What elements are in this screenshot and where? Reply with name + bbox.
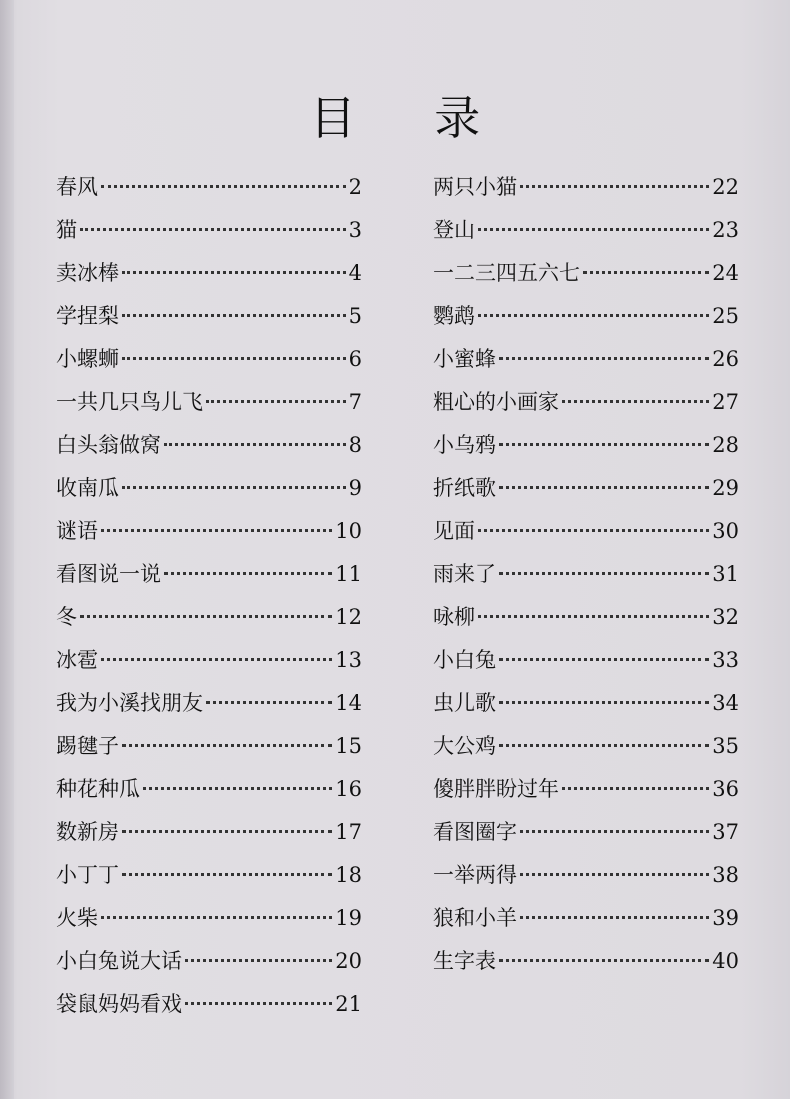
toc-entry-page: 38 — [712, 863, 739, 887]
toc-leader-dots — [122, 271, 346, 274]
toc-leader-dots — [101, 185, 346, 188]
toc-leader-dots — [499, 701, 709, 704]
toc-entry-page: 22 — [712, 175, 739, 199]
toc-entry-label: 小丁丁 — [56, 863, 119, 887]
toc-entry-label: 咏柳 — [433, 605, 475, 629]
toc-entry-page: 11 — [335, 562, 362, 586]
toc-entry — [433, 768, 739, 811]
toc-leader-dots — [562, 400, 709, 403]
toc-entry — [56, 252, 362, 295]
toc-entry-label: 火柴 — [56, 906, 98, 930]
toc-entry — [433, 596, 739, 639]
toc-entry-page: 16 — [335, 777, 362, 801]
toc-entry — [433, 295, 739, 338]
toc-leader-dots — [143, 787, 332, 790]
toc-entry-label: 猫 — [56, 218, 77, 242]
toc-entry-page: 29 — [712, 476, 739, 500]
toc-entry-label: 小白兔 — [433, 648, 496, 672]
toc-entry-page: 37 — [712, 820, 739, 844]
toc-entry-page: 10 — [335, 519, 362, 543]
toc-entry-label: 一举两得 — [433, 863, 517, 887]
toc-entry-label: 踢毽子 — [56, 734, 119, 758]
toc-leader-dots — [499, 486, 709, 489]
toc-entry-label: 生字表 — [433, 949, 496, 973]
toc-leader-dots — [164, 443, 346, 446]
toc-entry-label: 见面 — [433, 519, 475, 543]
toc-entry — [433, 897, 739, 940]
toc-entry-page: 17 — [335, 820, 362, 844]
toc-entry-label: 学捏梨 — [56, 304, 119, 328]
toc-entry — [56, 553, 362, 596]
toc-entry — [433, 940, 739, 983]
toc-leader-dots — [80, 615, 332, 618]
toc-entry-page: 12 — [335, 605, 362, 629]
toc-entry-label: 两只小猫 — [433, 175, 517, 199]
toc-entry-label: 冰雹 — [56, 648, 98, 672]
toc-entry — [433, 682, 739, 725]
toc-entry-label: 小乌鸦 — [433, 433, 496, 457]
toc-entry-label: 鹦鹉 — [433, 304, 475, 328]
toc-entry-page: 18 — [335, 863, 362, 887]
toc-entry-label: 一二三四五六七 — [433, 261, 580, 285]
toc-entry — [433, 209, 739, 252]
toc-entry — [56, 338, 362, 381]
toc-entry-label: 收南瓜 — [56, 476, 119, 500]
toc-entry — [56, 725, 362, 768]
toc-entry — [56, 682, 362, 725]
toc-leader-dots — [478, 228, 709, 231]
toc-entry-label: 袋鼠妈妈看戏 — [56, 992, 182, 1016]
toc-leader-dots — [562, 787, 709, 790]
toc-entry — [433, 252, 739, 295]
toc-entry-page: 9 — [348, 476, 362, 500]
toc-entry — [56, 424, 362, 467]
page-spine-shadow — [0, 0, 14, 1099]
toc-entry — [433, 553, 739, 596]
toc-entry-page: 25 — [712, 304, 739, 328]
toc-leader-dots — [122, 486, 346, 489]
toc-entry-label: 看图圈字 — [433, 820, 517, 844]
toc-entry — [56, 209, 362, 252]
toc-entry-label: 粗心的小画家 — [433, 390, 559, 414]
toc-leader-dots — [122, 314, 346, 317]
toc-leader-dots — [206, 400, 346, 403]
toc-entry — [56, 467, 362, 510]
toc-leader-dots — [478, 529, 709, 532]
toc-leader-dots — [478, 615, 709, 618]
toc-entry-label: 看图说一说 — [56, 562, 161, 586]
toc-entry-label: 数新房 — [56, 820, 119, 844]
toc-entry-page: 3 — [348, 218, 362, 242]
toc-entry-page: 28 — [712, 433, 739, 457]
toc-leader-dots — [499, 658, 709, 661]
toc-column-left — [56, 166, 362, 1026]
toc-entry-label: 傻胖胖盼过年 — [433, 777, 559, 801]
toc-entry-label: 小白兔说大话 — [56, 949, 182, 973]
toc-entry-label: 卖冰棒 — [56, 261, 119, 285]
toc-entry — [56, 854, 362, 897]
page-title: 目 录 — [309, 91, 513, 145]
toc-leader-dots — [122, 873, 332, 876]
toc-leader-dots — [520, 873, 709, 876]
toc-leader-dots — [478, 314, 709, 317]
toc-leader-dots — [206, 701, 332, 704]
toc-entry-page: 7 — [348, 390, 362, 414]
toc-entry — [433, 639, 739, 682]
toc-entry — [56, 940, 362, 983]
toc-entry-page: 33 — [712, 648, 739, 672]
toc-entry — [433, 424, 739, 467]
toc-entry-page: 23 — [712, 218, 739, 242]
toc-entry-label: 小蜜蜂 — [433, 347, 496, 371]
toc-entry — [56, 381, 362, 424]
toc-leader-dots — [583, 271, 709, 274]
toc-entry-label: 虫儿歌 — [433, 691, 496, 715]
toc-entry — [56, 295, 362, 338]
toc-entry-page: 31 — [712, 562, 739, 586]
toc-entry-page: 35 — [712, 734, 739, 758]
toc-leader-dots — [520, 830, 709, 833]
toc-leader-dots — [520, 185, 709, 188]
toc-entry-label: 狼和小羊 — [433, 906, 517, 930]
toc-entry-page: 20 — [335, 949, 362, 973]
toc-leader-dots — [122, 744, 332, 747]
toc-entry-label: 谜语 — [56, 519, 98, 543]
toc-entry — [56, 510, 362, 553]
toc-entry — [433, 166, 739, 209]
toc-entry-page: 40 — [712, 949, 739, 973]
toc-leader-dots — [101, 658, 332, 661]
toc-entry — [433, 381, 739, 424]
toc-entry-page: 15 — [335, 734, 362, 758]
toc-entry-label: 小螺蛳 — [56, 347, 119, 371]
toc-entry-label: 白头翁做窝 — [56, 433, 161, 457]
toc-entry-page: 8 — [348, 433, 362, 457]
toc-entry-label: 一共几只鸟儿飞 — [56, 390, 203, 414]
toc-leader-dots — [499, 572, 709, 575]
toc-leader-dots — [499, 357, 709, 360]
toc-entry-label: 折纸歌 — [433, 476, 496, 500]
toc-entry-page: 2 — [348, 175, 362, 199]
toc-entry — [56, 768, 362, 811]
toc-leader-dots — [185, 959, 332, 962]
toc-entry-page: 4 — [348, 261, 362, 285]
toc-entry-page: 14 — [335, 691, 362, 715]
toc-entry — [56, 983, 362, 1026]
toc-entry — [433, 467, 739, 510]
toc-leader-dots — [185, 1002, 332, 1005]
toc-leader-dots — [499, 443, 709, 446]
toc-entry-page: 24 — [712, 261, 739, 285]
toc-entry-page: 32 — [712, 605, 739, 629]
toc-entry-label: 春风 — [56, 175, 98, 199]
toc-leader-dots — [80, 228, 346, 231]
toc-entry-label: 登山 — [433, 218, 475, 242]
toc-entry-page: 21 — [335, 992, 362, 1016]
toc-entry — [56, 596, 362, 639]
toc-entry — [56, 897, 362, 940]
toc-leader-dots — [164, 572, 332, 575]
toc-entry — [433, 725, 739, 768]
toc-entry — [433, 811, 739, 854]
toc-leader-dots — [122, 830, 332, 833]
toc-entry-page: 26 — [712, 347, 739, 371]
toc-entry-page: 34 — [712, 691, 739, 715]
toc-leader-dots — [101, 916, 332, 919]
toc-entry-page: 5 — [348, 304, 362, 328]
toc-entry-page: 6 — [348, 347, 362, 371]
toc-entry-page: 36 — [712, 777, 739, 801]
toc-leader-dots — [499, 959, 709, 962]
toc-entry — [56, 166, 362, 209]
toc-entry — [56, 639, 362, 682]
toc-column-right — [433, 166, 739, 983]
toc-entry — [433, 510, 739, 553]
toc-entry-label: 冬 — [56, 605, 77, 629]
toc-entry-page: 19 — [335, 906, 362, 930]
toc-entry-page: 27 — [712, 390, 739, 414]
toc-entry-label: 我为小溪找朋友 — [56, 691, 203, 715]
toc-entry — [433, 338, 739, 381]
toc-entry-page: 13 — [335, 648, 362, 672]
toc-leader-dots — [101, 529, 332, 532]
toc-leader-dots — [499, 744, 709, 747]
toc-entry-label: 大公鸡 — [433, 734, 496, 758]
toc-entry-page: 39 — [712, 906, 739, 930]
toc-entry-page: 30 — [712, 519, 739, 543]
toc-entry — [56, 811, 362, 854]
toc-leader-dots — [520, 916, 709, 919]
toc-entry — [433, 854, 739, 897]
toc-leader-dots — [122, 357, 346, 360]
toc-entry-label: 雨来了 — [433, 562, 496, 586]
toc-entry-label: 种花种瓜 — [56, 777, 140, 801]
